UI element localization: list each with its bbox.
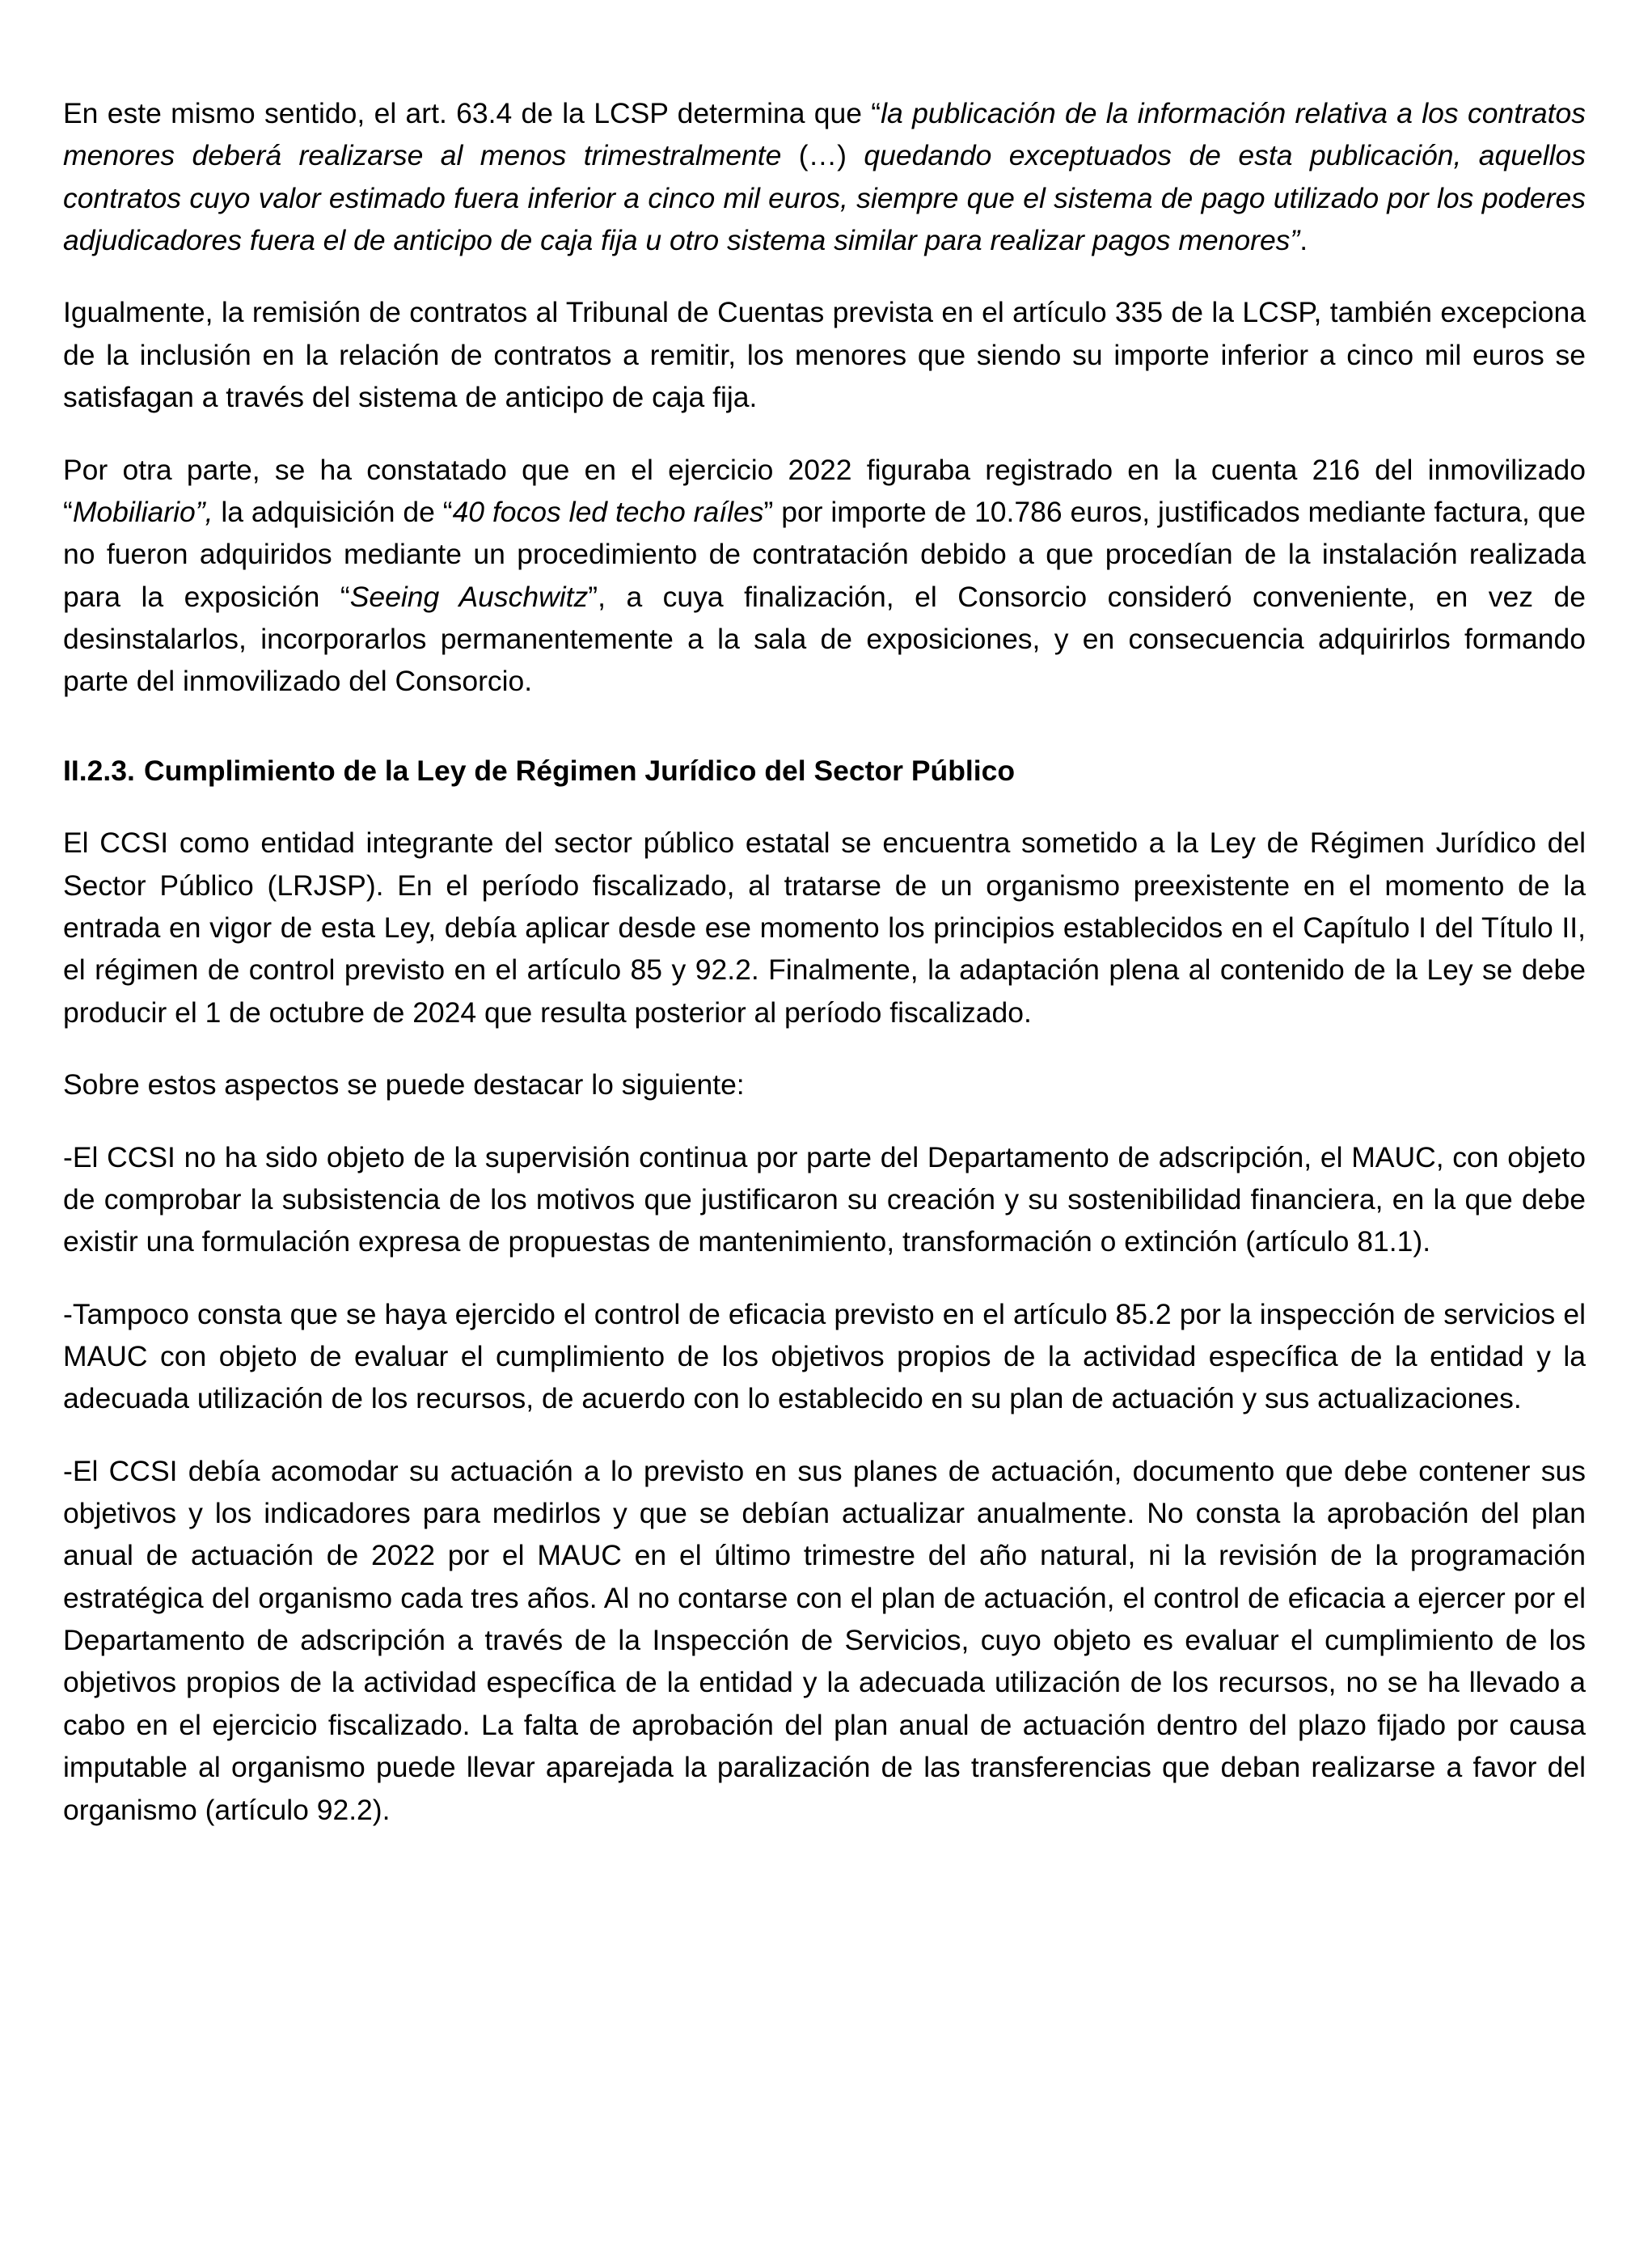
paragraph-text: En este mismo sentido, el art. 63.4 de la LCSP determina que “ [63, 97, 881, 129]
paragraph-text: ” por importe de 10.786 euros, justificados mediante factura, que no fueron adquiridos mediante un procedimiento de contratación debido a que procedían de la instalación realizada para la exposición “ [63, 495, 1586, 613]
section-heading-text: Cumplimiento de la Ley de Régimen Jurídico del Sector Público [144, 754, 1016, 787]
paragraph-text: -Tampoco consta que se haya ejercido el control de eficacia previsto en el artículo 85.2 por la inspección de servicios el MAUC con objeto de evaluar el cumplimiento de los objetivos propios de la actividad específica de la entidad y la adecuada utilización de los recursos, de acuerdo con lo establecido en su plan de actuación y sus actualizaciones. [63, 1297, 1586, 1415]
quoted-italic-text: Mobiliario”, [72, 495, 213, 528]
body-paragraph [63, 1136, 1586, 1263]
body-paragraph [63, 1063, 1586, 1106]
paragraph-text: -El CCSI debía acomodar su actuación a lo previsto en sus planes de actuación, documento que debe contener sus objetivos y los indicadores para medirlos y que se debían actualizar anualmente. No consta la aprobación del plan anual de actuación de 2022 por el MAUC en el último trimestre del año natural, ni la revisión de la programación estratégica del organismo cada tres años. Al no contarse con el plan de actuación, el control de eficacia a ejercer por el Departamento de adscripción a través de la Inspección de Servicios, cuyo objeto es evaluar el cumplimiento de los objetivos propios de la actividad específica de la entidad y la adecuada utilización de los recursos, no se ha llevado a cabo en el ejercicio fiscalizado. La falta de aprobación del plan anual de actuación dentro del plazo fijado por causa imputable al organismo puede llevar aparejada la paralización de las transferencias que deban realizarse a favor del organismo (artículo 92.2). [63, 1454, 1586, 1826]
document-body [63, 78, 1586, 1831]
quoted-italic-text: la publicación de la información relativa a los contratos menores deberá realizarse al menos trimestralmente [63, 97, 1586, 172]
paragraph-text: ”, a cuya finalización, el Consorcio consideró conveniente, en vez de desinstalarlos, incorporarlos permanentemente a la sala de exposiciones, y en consecuencia adquirirlos formando parte del inmovilizado del Consorcio. [63, 580, 1587, 698]
body-paragraph [63, 291, 1586, 418]
paragraph-text: -El CCSI no ha sido objeto de la supervisión continua por parte del Departamento de adscripción, el MAUC, con objeto de comprobar la subsistencia de los motivos que justificaron su creación y su sostenibilidad financiera, en la que debe existir una formulación expresa de propuestas de mantenimiento, transformación o extinción (artículo 81.1). [63, 1140, 1586, 1258]
paragraph-text: Por otra parte, se ha constatado que en el ejercicio 2022 figuraba registrado en la cuenta 216 del inmovilizado “ [63, 453, 1586, 528]
body-paragraph [63, 1293, 1586, 1420]
quoted-italic-text: Seeing Auschwitz [349, 580, 589, 613]
quoted-italic-text: 40 focos led techo raíles [452, 495, 764, 528]
section-heading [63, 751, 1586, 792]
body-paragraph [63, 92, 1586, 261]
quoted-italic-text: quedando exceptuados de esta publicación, aquellos contratos cuyo valor estimado fuera inferior a cinco mil euros, siempre que el sistema de pago utilizado por los poderes adjudicadores fuera el de anticipo de caja fija u otro sistema similar para realizar pagos menores” [63, 139, 1586, 257]
section-heading-number: II.2.3. [63, 754, 135, 787]
paragraph-text: . [1299, 224, 1308, 257]
paragraph-text: (…) [781, 139, 864, 172]
top-spacer [63, 78, 1586, 92]
paragraph-text: Sobre estos aspectos se puede destacar lo siguiente: [63, 1068, 745, 1101]
paragraph-text: El CCSI como entidad integrante del sector público estatal se encuentra sometido a la Ley de Régimen Jurídico del Sector Público (LRJSP). En el período fiscalizado, al tratarse de un organismo preexistente en el momento de la entrada en vigor de esta Ley, debía aplicar desde ese momento los principios establecidos en el Capítulo I del Título II, el régimen de control previsto en el artículo 85 y 92.2. Finalmente, la adaptación plena al contenido de la Ley se debe producir el 1 de octubre de 2024 que resulta posterior al período fiscalizado. [63, 827, 1586, 1029]
body-paragraph [63, 822, 1586, 1034]
paragraph-text: la adquisición de “ [213, 495, 453, 528]
paragraph-text: Igualmente, la remisión de contratos al Tribunal de Cuentas prevista en el artículo 335 de la LCSP, también excepciona de la inclusión en la relación de contratos a remitir, los menores que siendo su importe inferior a cinco mil euros se satisfagan a través del sistema de anticipo de caja fija. [63, 296, 1586, 414]
body-paragraph [63, 1450, 1586, 1831]
body-paragraph [63, 449, 1586, 703]
blocks-container [63, 92, 1586, 1831]
